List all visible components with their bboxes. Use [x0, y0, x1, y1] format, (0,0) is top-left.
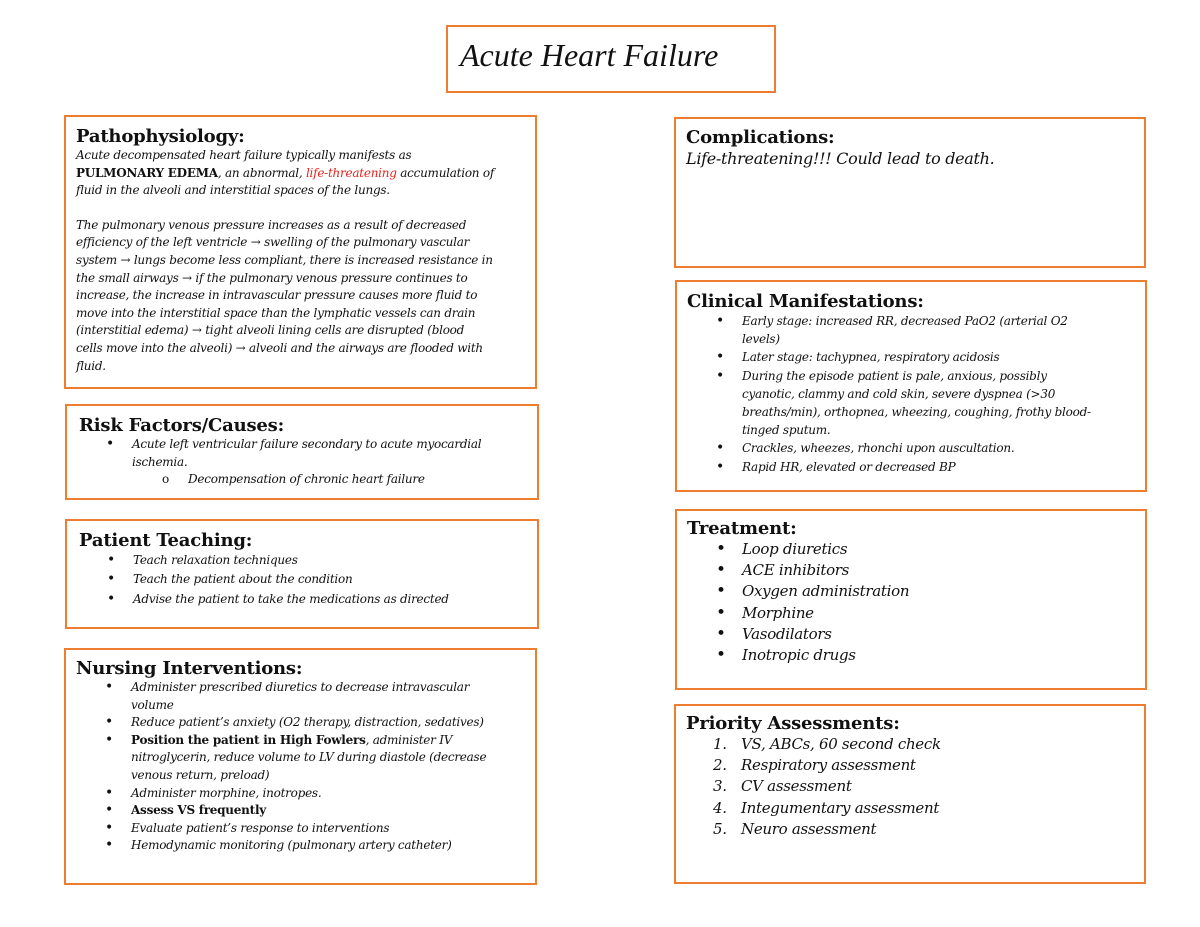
nursing-item-line: venous return, preload) [131, 767, 270, 782]
pathophysiology-paragraph-1 [76, 147, 536, 200]
patho-line [76, 165, 536, 183]
list-item: • Vasodilators [742, 624, 1142, 645]
patient-teaching-list [79, 551, 534, 609]
nursing-item-line [131, 732, 536, 750]
pathophysiology-paragraph-2 [76, 217, 536, 375]
list-item [131, 732, 536, 785]
high-fowlers-text: Position the patient in High Fowlers [131, 732, 366, 747]
patho-line: cells move into the alveoli) → alveoli and the airways are flooded with [76, 340, 483, 355]
risk-factors-box [65, 404, 539, 500]
patho-line: fluid in the alveoli and interstitial spaces of the lungs. [76, 183, 390, 198]
patho-text: , an abnormal, [217, 165, 306, 180]
patho-line: the small airways → if the pulmonary venous pressure continues to [76, 270, 468, 285]
clinical-item-line: • During the episode patient is pale, anxious, possibly [742, 368, 1047, 383]
clinical-item-line: cyanotic, clammy and cold skin, severe dyspnea (>30 [742, 386, 1056, 401]
patho-line: system → lungs become less compliant, there is increased resistance in [76, 252, 493, 267]
list-number: 3. [713, 777, 727, 796]
patho-text: accumulation of [396, 165, 495, 180]
list-item: • Hemodynamic monitoring (pulmonary artery catheter) [131, 837, 536, 855]
list-item [131, 802, 536, 820]
list-item: • Loop diuretics [742, 539, 1142, 560]
list-item [742, 312, 1142, 348]
treatment-list [687, 539, 1142, 666]
list-item: • Reduce patient’s anxiety (O2 therapy, distraction, sedatives) [131, 714, 536, 732]
patient-teaching-box [65, 519, 539, 629]
list-item-text: Respiratory assessment [741, 756, 916, 775]
list-item [131, 679, 536, 714]
patient-teaching-heading: Patient Teaching: [79, 530, 253, 551]
pulmonary-edema-text: PULMONARY EDEMA [76, 165, 218, 180]
priority-assessments-box [674, 704, 1146, 884]
list-number: 1. [713, 735, 727, 753]
nursing-interventions-heading: Nursing Interventions: [76, 658, 303, 679]
complications-box [674, 117, 1146, 268]
list-item: • ACE inhibitors [742, 560, 1142, 581]
list-item: • Evaluate patient’s response to interventions [131, 820, 536, 838]
list-item [713, 734, 1141, 755]
priority-assessments-heading: Priority Assessments: [686, 713, 900, 734]
treatment-heading: Treatment: [687, 518, 797, 539]
nursing-item-line: • Administer prescribed diuretics to decrease intravascular [131, 680, 470, 694]
list-item [713, 798, 1141, 819]
patho-line: (interstitial edema) → tight alveoli lining cells are disrupted (blood [76, 323, 465, 338]
clinical-manifestations-heading: Clinical Manifestations: [687, 291, 924, 312]
complications-text: Life-threatening!!! Could lead to death. [686, 149, 995, 168]
risk-factors-heading: Risk Factors/Causes: [79, 415, 285, 436]
risk-sub-list [132, 471, 534, 489]
list-item: • Teach the patient about the condition [133, 570, 534, 589]
list-item: • Teach relaxation techniques [133, 551, 534, 570]
clinical-item-line: tinged sputum. [742, 423, 831, 438]
life-threatening-text: life-threatening [305, 165, 397, 180]
nursing-item-line: nitroglycerin, reduce volume to LV during diastole (decrease [131, 750, 487, 765]
nursing-interventions-box [64, 648, 537, 885]
patho-line: efficiency of the left ventricle → swelling of the pulmonary vascular [76, 235, 470, 250]
list-item: • Inotropic drugs [742, 645, 1142, 666]
complications-heading: Complications: [686, 127, 835, 148]
patho-line: move into the interstitial space than the lymphatic vessels can drain [76, 305, 476, 320]
clinical-item-line: levels) [742, 332, 780, 347]
page-title: Acute Heart Failure [460, 37, 719, 73]
assess-vs-text: Assess VS frequently [131, 803, 266, 818]
pathophysiology-heading: Pathophysiology: [76, 126, 245, 147]
list-item: • Advise the patient to take the medications as directed [133, 590, 534, 609]
patho-line: Acute decompensated heart failure typically manifests as [76, 148, 412, 162]
list-item [713, 776, 1141, 797]
risk-item-line: • Acute left ventricular failure secondary to acute myocardial [132, 437, 482, 451]
list-item [713, 819, 1141, 840]
list-number: 2. [713, 756, 727, 775]
nursing-item-line: volume [131, 697, 174, 712]
list-item [132, 436, 534, 489]
list-number: 5. [713, 819, 727, 838]
clinical-manifestations-box [675, 280, 1147, 492]
title-box [446, 25, 776, 93]
list-item [713, 755, 1141, 776]
list-item-text: CV assessment [741, 777, 852, 796]
priority-assessments-list [686, 734, 1141, 840]
list-item-text: VS, ABCs, 60 second check [741, 735, 941, 753]
clinical-manifestations-list [687, 312, 1142, 476]
nursing-interventions-list [76, 679, 536, 855]
list-item: o Decompensation of chronic heart failure [188, 471, 534, 489]
list-number: 4. [713, 798, 727, 817]
list-item: • Oxygen administration [742, 581, 1142, 602]
nursing-text: , administer IV [365, 732, 453, 747]
clinical-item-line: • Early stage: increased RR, decreased PaO2 (arterial O2 [742, 314, 1068, 328]
patho-line: The pulmonary venous pressure increases as a result of decreased [76, 217, 467, 232]
list-item [742, 367, 1142, 440]
list-item: • Morphine [742, 603, 1142, 624]
list-item: • Crackles, wheezes, rhonchi upon auscultation. [742, 439, 1142, 457]
list-item: • Rapid HR, elevated or decreased BP [742, 458, 1142, 476]
treatment-box [675, 509, 1147, 690]
risk-item-line: ischemia. [132, 454, 188, 469]
list-item-text: Neuro assessment [741, 819, 877, 838]
patho-line: increase, the increase in intravascular pressure causes more fluid to [76, 288, 478, 303]
list-item: • Later stage: tachypnea, respiratory acidosis [742, 348, 1142, 366]
pathophysiology-box [64, 115, 537, 389]
list-item: • Administer morphine, inotropes. [131, 785, 536, 803]
clinical-item-line: breaths/min), orthopnea, wheezing, coughing, frothy blood- [742, 405, 1091, 420]
list-item-text: Integumentary assessment [741, 798, 940, 817]
patho-line: fluid. [76, 358, 106, 373]
risk-factors-list [79, 436, 534, 489]
